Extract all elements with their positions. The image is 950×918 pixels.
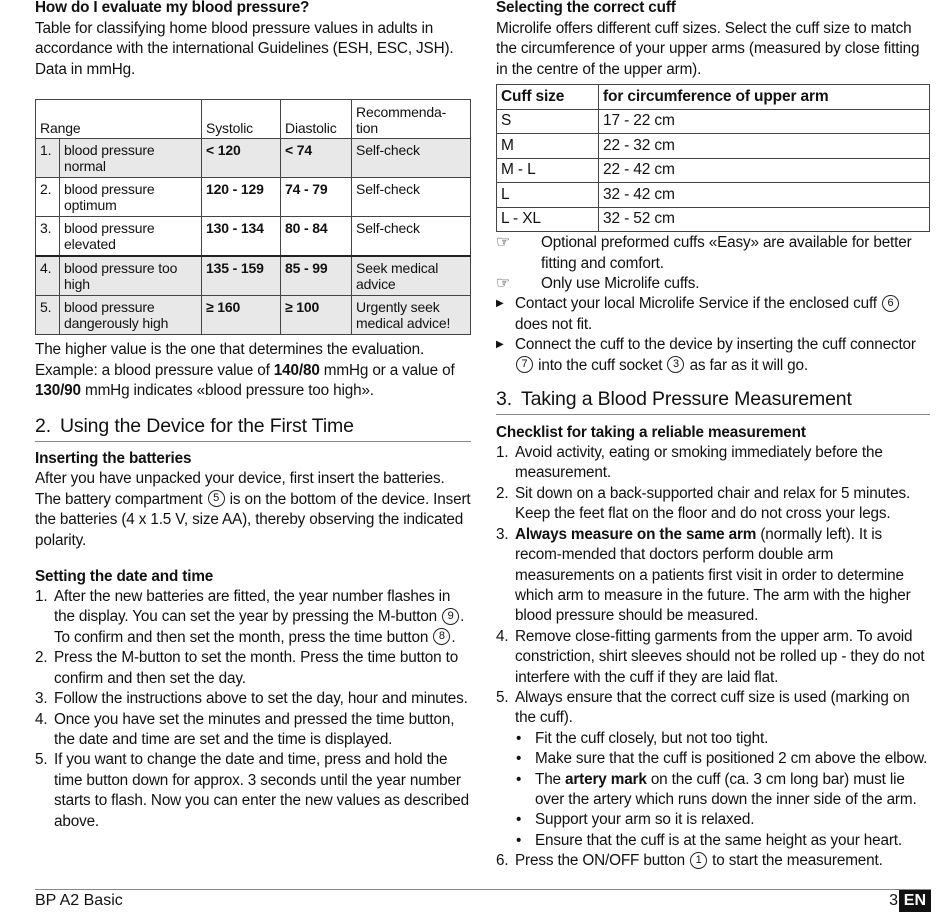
row-diastolic: ≥ 100 xyxy=(281,296,352,335)
row-label: blood pressure optimum xyxy=(60,178,202,217)
row-index: 2. xyxy=(36,178,60,217)
number-3-icon: 3 xyxy=(667,356,684,373)
cuff-text: Microlife offers different cuff sizes. Select the cuff size to match the circumference of your upper arms (measured by close fitting in the centre of the upper arm). xyxy=(496,20,920,78)
section-2-heading: 2. Using the Device for the First Time xyxy=(35,414,471,442)
row-systolic: < 120 xyxy=(202,139,281,178)
table-header-row xyxy=(497,85,930,110)
date-time-steps xyxy=(35,587,471,832)
cuff-heading: Selecting the correct cuff xyxy=(496,0,676,16)
row-index: 4. xyxy=(36,256,60,296)
row-systolic: 120 - 129 xyxy=(202,178,281,217)
row-recommendation: Seek medical advice xyxy=(352,256,471,296)
model-name: BP A2 Basic xyxy=(35,892,123,909)
number-7-icon: 7 xyxy=(516,356,533,373)
list-item: 1. After the new batteries are fitted, the year number flashes in the display. You can set the year by pressing the M-button 9 . To confirm and then set the month, press the time button 8 . xyxy=(35,588,465,646)
row-recommendation: Self-check xyxy=(352,139,471,178)
list-item: • Make sure that the cuff is positioned 2 cm above the elbow. xyxy=(516,750,928,768)
row-index: 5. xyxy=(36,296,60,335)
table-row: M - L 22 - 42 cm xyxy=(497,158,930,183)
list-item: • Support your arm so it is relaxed. xyxy=(516,811,755,829)
page-number: 3 xyxy=(889,892,898,909)
row-index: 1. xyxy=(36,139,60,178)
checklist-steps-cont xyxy=(496,851,930,871)
list-item: 5. Always ensure that the correct cuff size is used (marking on the cuff). xyxy=(496,688,910,727)
page-footer xyxy=(35,889,931,909)
checklist-steps xyxy=(496,443,930,729)
table-row xyxy=(36,256,471,296)
checklist-heading: Checklist for taking a reliable measurement xyxy=(496,424,806,442)
list-item: 3. Always measure on the same arm (normally left). It is recom-mended that doctors perform double arm measurements on a patients first visit in order to determine which arm to measure in the future. The arm with the higher blood pressure should be measured. xyxy=(496,525,911,625)
bp-classification-table xyxy=(35,99,471,335)
list-item: 1. Avoid activity, eating or smoking immediately before the measurement. xyxy=(496,444,883,482)
row-recommendation: Urgently seek medical advice! xyxy=(352,296,471,335)
row-diastolic: 80 - 84 xyxy=(281,217,352,257)
header-recommendation: Recommenda- tion xyxy=(352,100,471,139)
section-3-heading: 3. Taking a Blood Pressure Measurement xyxy=(496,387,930,415)
table-row xyxy=(36,296,471,335)
table-row xyxy=(36,139,471,178)
number-1-icon: 1 xyxy=(690,852,707,869)
batteries-text: After you have unpacked your device, first insert the batteries. The battery compartment 5 is on the bottom of the device. Insert the batteries (4 x 1.5 V, size AA), thereby observing the indicated polarity. xyxy=(35,470,471,549)
instruction-connect-cuff: ▶ Connect the cuff to the device by inserting the cuff connector 7 into the cuff socket 3 as far as it will go. xyxy=(496,335,930,376)
table-row xyxy=(36,217,471,257)
language-badge: EN xyxy=(899,890,931,912)
number-5-icon: 5 xyxy=(208,490,225,507)
evaluate-text: Table for classifying home blood pressure values in adults in accordance with the international Guidelines (ESH, ESC, JSH). Data in mmHg. xyxy=(35,20,454,78)
table-row: L - XL 32 - 52 cm xyxy=(497,207,930,232)
pointing-hand-icon: ☞ xyxy=(496,275,511,293)
row-diastolic: < 74 xyxy=(281,139,352,178)
header-range: Range xyxy=(36,100,202,139)
list-item: 4. Once you have set the minutes and pressed the time button, the date and time are set and the time is displayed. xyxy=(35,710,455,748)
list-item: 2. Sit down on a back-supported chair and relax for 5 minutes. Keep the feet flat on the floor and do not cross your legs. xyxy=(496,484,911,523)
right-column xyxy=(496,0,930,872)
row-label: blood pressure normal xyxy=(60,139,202,178)
row-diastolic: 74 - 79 xyxy=(281,178,352,217)
triangle-arrow-icon: ▶ xyxy=(496,298,504,310)
list-item: 4. Remove close-fitting garments from the upper arm. To avoid constriction, shirt sleeves should not be rolled up - they do not interfere with the cuff if they are laid flat. xyxy=(496,627,925,686)
evaluate-heading: How do I evaluate my blood pressure? xyxy=(35,0,310,16)
row-diastolic: 85 - 99 xyxy=(281,256,352,296)
number-6-icon: 6 xyxy=(882,295,899,312)
number-9-icon: 9 xyxy=(442,608,459,625)
triangle-arrow-icon: ▶ xyxy=(496,339,504,351)
batteries-heading: Inserting the batteries xyxy=(35,450,192,468)
note-easy-cuffs: ☞ Optional preformed cuffs «Easy» are available for better fitting and comfort. xyxy=(496,233,930,274)
table-row: S 17 - 22 cm xyxy=(497,109,930,134)
note-microlife-cuffs: ☞ Only use Microlife cuffs. xyxy=(496,274,930,294)
left-column xyxy=(35,0,471,832)
instruction-contact-service: ▶ Contact your local Microlife Service if the enclosed cuff 6 does not fit. xyxy=(496,294,930,335)
date-time-heading: Setting the date and time xyxy=(35,568,214,586)
row-recommendation: Self-check xyxy=(352,217,471,257)
header-diastolic: Diastolic xyxy=(281,100,352,139)
header-cuff-size: Cuff size xyxy=(497,85,599,110)
list-item: • Ensure that the cuff is at the same height as your heart. xyxy=(516,831,903,849)
row-index: 3. xyxy=(36,217,60,257)
row-systolic: 135 - 159 xyxy=(202,256,281,296)
row-recommendation: Self-check xyxy=(352,178,471,217)
pointing-hand-icon: ☞ xyxy=(496,234,511,252)
higher-value-text: The higher value is the one that determines the evaluation. Example: a blood pressure value of 140/80 mmHg or a value of 130/90 mmHg indicates «blood pressure too high». xyxy=(35,341,455,400)
list-item: 5. If you want to change the date and time, press and hold the time button down for approx. 3 seconds until the year number starts to flash. Now you can enter the new values as described above. xyxy=(35,751,469,830)
table-row: M 22 - 32 cm xyxy=(497,134,930,159)
list-item: 3. Follow the instructions above to set the day, hour and minutes. xyxy=(35,690,468,708)
list-item: • The artery mark on the cuff (ca. 3 cm long bar) must lie over the artery which runs down the inner side of the arm. xyxy=(516,770,917,808)
table-row: L 32 - 42 cm xyxy=(497,183,930,208)
header-circumference: for circumference of upper arm xyxy=(599,85,930,110)
row-systolic: 130 - 134 xyxy=(202,217,281,257)
list-item: 6. Press the ON/OFF button 1 to start the measurement. xyxy=(496,852,883,870)
cuff-size-table xyxy=(496,84,930,232)
table-row xyxy=(36,178,471,217)
row-label: blood pressure too high xyxy=(60,256,202,296)
cuff-fitting-bullets xyxy=(496,729,930,851)
number-8-icon: 8 xyxy=(433,628,450,645)
row-systolic: ≥ 160 xyxy=(202,296,281,335)
row-label: blood pressure dangerously high xyxy=(60,296,202,335)
list-item: 2. Press the M-button to set the month. Press the time button to confirm and then set the day. xyxy=(35,649,459,687)
header-systolic: Systolic xyxy=(202,100,281,139)
row-label: blood pressure elevated xyxy=(60,217,202,257)
list-item: • Fit the cuff closely, but not too tight. xyxy=(516,729,769,747)
